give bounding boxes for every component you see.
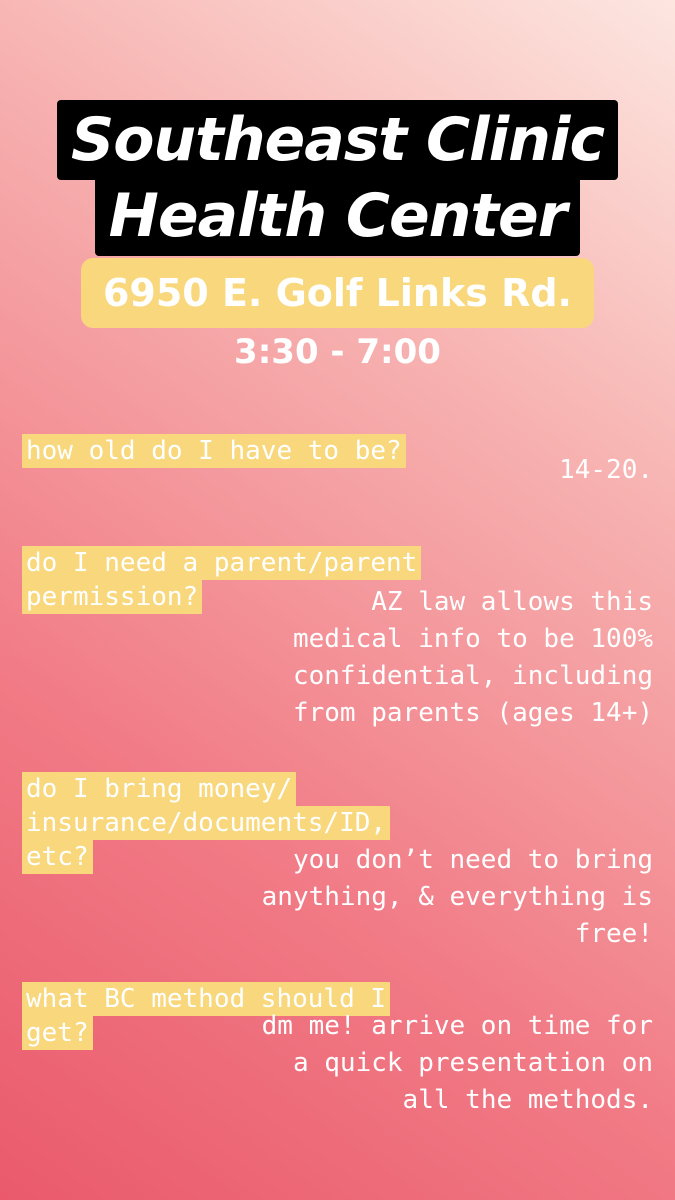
title-line-1-wrap [0,100,675,180]
clinic-name-title: Southeast Clinic [57,100,618,180]
faq-answer-parent: AZ law allows this medical info to be 100% confidential, including from parents (ages 14+) [292,587,653,728]
question-text: do I need a parent/parent permission? [22,546,421,614]
address-wrap [0,258,675,328]
address-label: 6950 E. Golf Links Rd. [81,258,594,328]
hours-label: 3:30 - 7:00 [234,332,441,372]
faq-answer-method: dm me! arrive on time for a quick presentation on all the methods. [261,1011,653,1115]
question-text: what BC method should I get? [22,982,390,1050]
question-text: how old do I have to be? [22,434,406,468]
question-text: do I bring money/ insurance/documents/ID, etc? [22,772,390,874]
faq-question-age [22,400,406,468]
health-center-title: Health Center [95,176,581,256]
faq-answer-money: you don’t need to bring anything, & everything is free! [261,845,653,949]
title-line-2-wrap [0,176,675,256]
faq-answer-age: 14-20. [559,455,653,485]
